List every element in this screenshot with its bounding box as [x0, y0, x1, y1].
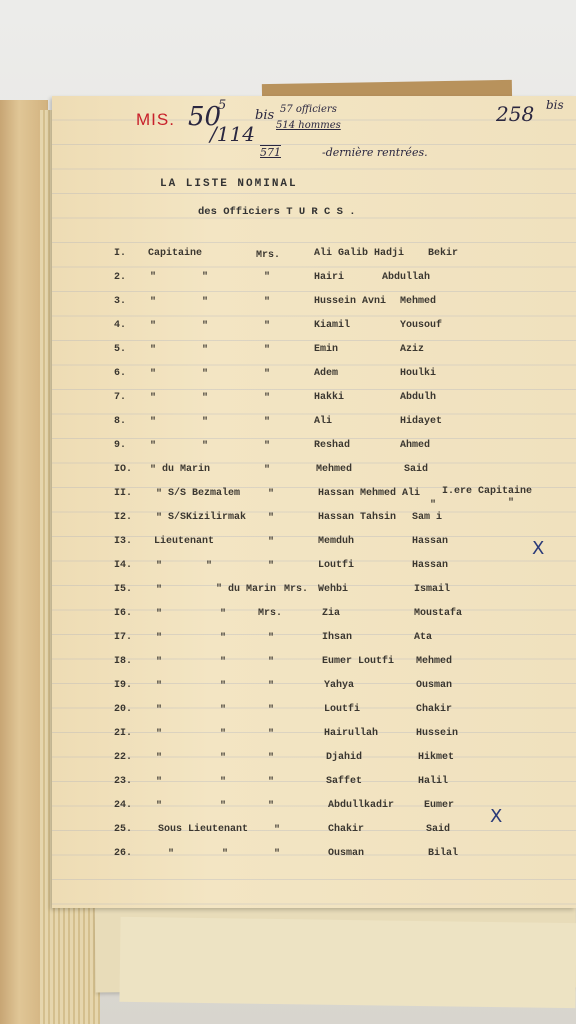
list-row-sub: " — [220, 681, 227, 692]
list-row-name: Wehbi — [318, 584, 349, 595]
list-row-sub: " — [220, 801, 227, 812]
list-row-num: 20. — [114, 704, 133, 715]
list-row-title: " — [268, 513, 275, 524]
list-row-sub: " — [202, 321, 209, 332]
reference-suffix: /114 — [210, 122, 255, 146]
list-row-rank: " — [156, 657, 163, 668]
list-row-surname: Aziz — [400, 344, 425, 355]
list-row-num: 4. — [114, 320, 127, 331]
list-row-rank: " — [156, 561, 163, 572]
list-row-title: Mrs. — [258, 608, 283, 619]
list-row-num: I. — [114, 248, 127, 259]
list-row-title: " — [268, 681, 275, 692]
list-row-rank: " — [156, 513, 163, 524]
list-row-name: Hassan Mehmed Ali — [318, 488, 421, 499]
list-row-rank: " — [150, 369, 157, 380]
list-row-rank: " — [168, 849, 175, 860]
list-row-title: " — [264, 345, 271, 356]
list-row-rank: " — [150, 417, 157, 428]
list-row-name: Yahya — [324, 680, 355, 691]
list-row-sub: " — [202, 345, 209, 356]
list-row-surname: Mehmed — [416, 656, 453, 667]
list-row-name: Zia — [322, 608, 341, 619]
list-row-name: Abdullkadir — [328, 800, 395, 811]
list-row-num: I4. — [114, 560, 133, 571]
list-row-surname: Bekir — [428, 248, 459, 259]
list-row-surname: Chakir — [416, 704, 453, 715]
list-row-surname: Abdulh — [400, 392, 437, 403]
list-row-title: " — [268, 561, 275, 572]
list-row-rank: " — [150, 393, 157, 404]
total-note: -dernière rentrées. — [322, 146, 428, 159]
list-row-num: I8. — [114, 656, 133, 667]
list-row-name: Hairi — [314, 272, 345, 283]
check-mark-row-25: X — [490, 806, 503, 827]
list-row-rank: " — [156, 633, 163, 644]
list-row-surname: Hassan — [412, 560, 449, 571]
list-row-title: " — [274, 825, 281, 836]
list-row-sub: " — [220, 705, 227, 716]
underlying-sheet-2 — [119, 917, 576, 1008]
list-row-surname: Halil — [418, 776, 449, 787]
list-row-name: Hakki — [314, 392, 345, 403]
list-row-num: 6. — [114, 368, 127, 379]
list-row-num: 9. — [114, 440, 127, 451]
document-title: LA LISTE NOMINAL — [160, 178, 298, 190]
list-row-num: 3. — [114, 296, 127, 307]
list-row-sub: " — [206, 561, 213, 572]
list-row-num: 2. — [114, 272, 127, 283]
list-row-num: 2I. — [114, 728, 133, 739]
reference-number: 50 — [188, 102, 222, 132]
list-row-name: Ali Galib Hadji — [314, 248, 405, 259]
list-row-surname: Said — [404, 464, 429, 475]
list-row-surname: Hikmet — [418, 752, 455, 763]
list-row-sub: " — [222, 849, 229, 860]
list-row-surname: Hassan — [412, 536, 449, 547]
list-row-name: Adem — [314, 368, 339, 379]
list-row-surname: Abdullah — [382, 272, 431, 283]
list-row-title: " — [268, 753, 275, 764]
list-row-surname: Ata — [414, 632, 433, 643]
list-row-rank: " — [150, 441, 157, 452]
list-row-title: " — [268, 801, 275, 812]
list-row-title: " — [268, 657, 275, 668]
list-row-title: " — [264, 321, 271, 332]
list-row-sub: " — [220, 633, 227, 644]
list-row-surname: Said — [426, 824, 451, 835]
list-row-surname: I.ere Capitaine — [442, 486, 533, 497]
list-row-sub: " — [202, 369, 209, 380]
list-row-title: " — [268, 633, 275, 644]
list-row-surname: Sam i — [412, 512, 443, 523]
list-row-num: IO. — [114, 464, 133, 475]
list-row-name: Kiamil — [314, 320, 351, 331]
list-row-num: 7. — [114, 392, 127, 403]
list-row-title: " — [264, 441, 271, 452]
list-row-rank: Capitaine — [148, 248, 203, 259]
list-row-surname: Moustafa — [414, 608, 463, 619]
list-row-surname: Bilal — [428, 848, 459, 859]
ditto-mark: " — [430, 500, 437, 511]
list-row-name: Hassan Tahsin — [318, 512, 397, 523]
list-row-sub: " — [202, 441, 209, 452]
list-row-title: " — [268, 489, 275, 500]
list-row-title: Mrs. — [284, 584, 309, 595]
list-row-name: Hussein Avni — [314, 296, 387, 307]
list-row-title: Mrs. — [256, 250, 281, 261]
list-row-rank: " — [150, 321, 157, 332]
list-row-num: 25. — [114, 824, 133, 835]
reference-bis: bis — [255, 108, 275, 123]
list-row-rank: " — [150, 465, 157, 476]
list-row-rank: Sous Lieutenant — [158, 824, 249, 835]
list-row-rank: " — [156, 777, 163, 788]
list-row-surname: Ousman — [416, 680, 453, 691]
list-row-num: 26. — [114, 848, 133, 859]
list-row-surname: Hussein — [416, 728, 459, 739]
list-row-title: " — [264, 417, 271, 428]
list-row-name: Mehmed — [316, 464, 353, 475]
list-row-sub: " — [202, 393, 209, 404]
list-row-sub: " — [220, 657, 227, 668]
list-row-title: " — [274, 849, 281, 860]
list-row-sub: " — [202, 417, 209, 428]
list-row-num: I5. — [114, 584, 133, 595]
list-row-title: " — [264, 393, 271, 404]
list-row-sub: " — [220, 609, 227, 620]
list-row-sub: " — [220, 753, 227, 764]
reference-superscript: 5 — [218, 98, 227, 113]
list-row-title: " — [264, 465, 271, 476]
list-row-num: 8. — [114, 416, 127, 427]
list-row-rank: " — [150, 272, 157, 283]
list-row-name: Emin — [314, 344, 339, 355]
ditto-mark: " — [508, 498, 515, 509]
list-row-rank: " — [156, 801, 163, 812]
list-row-num: I9. — [114, 680, 133, 691]
document-subtitle: des Officiers T U R C S . — [198, 206, 356, 218]
list-row-num: 23. — [114, 776, 133, 787]
list-row-rank: " — [156, 609, 163, 620]
list-row-rank: Lieutenant — [154, 536, 215, 547]
list-row-rank: " — [156, 489, 163, 500]
list-row-num: 24. — [114, 800, 133, 811]
check-mark-row-14: X — [532, 538, 545, 559]
list-row-name: Eumer Loutfi — [322, 656, 395, 667]
margin-note-officers: 57 officiers — [280, 104, 337, 115]
list-row-title: " — [268, 777, 275, 788]
margin-note-men: 514 hommes — [276, 120, 341, 131]
archive-stamp: MIS. — [136, 110, 175, 129]
list-row-title: " — [268, 705, 275, 716]
list-row-title: " — [264, 297, 271, 308]
list-row-surname: Mehmed — [400, 296, 437, 307]
list-row-sub: S/S Bezmalem — [168, 488, 241, 499]
list-row-title: " — [264, 369, 271, 380]
list-row-surname: Ismail — [414, 584, 451, 595]
list-row-name: Ali — [314, 416, 333, 427]
list-row-num: 5. — [114, 344, 127, 355]
list-row-rank: " — [156, 705, 163, 716]
list-row-rank: " — [150, 345, 157, 356]
list-row-sub: S/SKizilirmak — [168, 512, 247, 523]
list-row-num: I3. — [114, 536, 133, 547]
list-row-name: Memduh — [318, 536, 355, 547]
list-row-sub: " — [220, 729, 227, 740]
page-number-bis: bis — [546, 98, 564, 112]
list-row-sub: " du Marin — [216, 584, 277, 595]
list-row-surname: Yousouf — [400, 320, 443, 331]
list-row-name: Ihsan — [322, 632, 353, 643]
list-row-num: 22. — [114, 752, 133, 763]
list-row-name: Chakir — [328, 824, 365, 835]
list-row-sub: " — [202, 297, 209, 308]
list-row-name: Reshad — [314, 440, 351, 451]
list-row-num: I6. — [114, 608, 133, 619]
list-row-sub: " — [220, 777, 227, 788]
list-row-name: Djahid — [326, 752, 363, 763]
document-page — [52, 96, 576, 908]
total-count: 571 — [260, 146, 281, 159]
list-row-rank: " — [156, 753, 163, 764]
list-row-name: Loutfi — [324, 704, 361, 715]
list-row-title: " — [264, 272, 271, 283]
list-row-name: Saffet — [326, 776, 363, 787]
list-row-rank: " — [156, 681, 163, 692]
list-row-surname: Houlki — [400, 368, 437, 379]
list-row-num: II. — [114, 488, 133, 499]
list-row-rank: " — [156, 585, 163, 596]
list-row-surname: Eumer — [424, 800, 455, 811]
list-row-sub: du Marin — [162, 464, 211, 475]
list-row-name: Ousman — [328, 848, 365, 859]
list-row-sub: " — [202, 272, 209, 283]
list-row-surname: Ahmed — [400, 440, 431, 451]
list-row-rank: " — [150, 297, 157, 308]
list-row-num: I2. — [114, 512, 133, 523]
list-row-title: " — [268, 729, 275, 740]
list-row-title: " — [268, 537, 275, 548]
list-row-name: Loutfi — [318, 560, 355, 571]
page-number: 258 — [496, 102, 535, 126]
list-row-num: I7. — [114, 632, 133, 643]
list-row-rank: " — [156, 729, 163, 740]
list-row-name: Hairullah — [324, 728, 379, 739]
list-row-surname: Hidayet — [400, 416, 443, 427]
